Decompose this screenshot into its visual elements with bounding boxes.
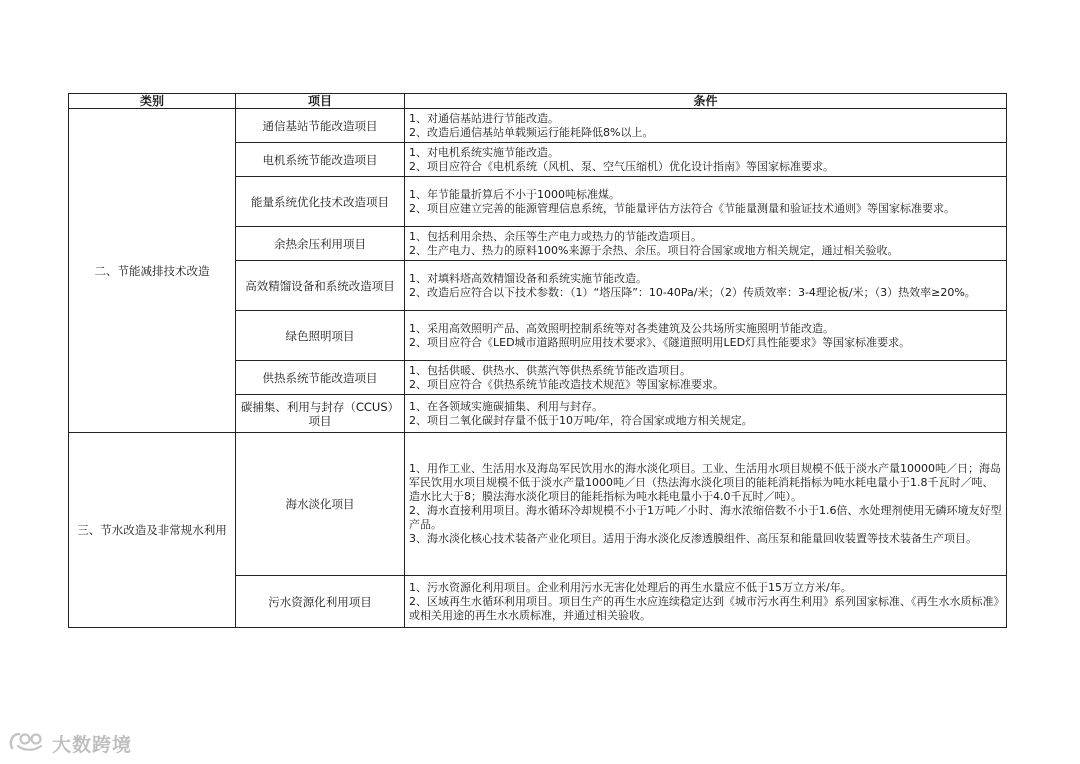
condition-line: 2、项目应符合《供热系统节能改造技术规范》等国家标准要求。 <box>409 377 724 391</box>
header-item: 项目 <box>236 94 405 109</box>
condition-line: 1、采用高效照明产品、高效照明控制系统等对各类建筑及公共场所实施照明节能改造。 <box>409 321 834 335</box>
condition-line: 1、包括供暖、供热水、供蒸汽等供热系统节能改造项目。 <box>409 363 691 377</box>
conditions-table <box>68 93 1007 628</box>
condition-line: 1、对填料塔高效精馏设备和系统实施节能改造。 <box>409 271 647 285</box>
condition-line: 2、项目二氧化碳封存量不低于10万吨/年，符合国家或地方相关规定。 <box>409 413 753 427</box>
item-cell: 污水资源化利用项目 <box>236 576 405 628</box>
condition-line: 1、用作工业、生活用水及海岛军民饮用水的海水淡化项目。工业、生活用水项目规模不低于淡水产量10000吨／日；海岛军民饮用水项目规模不低于淡水产量1000吨／日（热法海水淡化项目的能耗消耗指标为吨水耗电量小于1.8千瓦时／吨、造水比大于8；膜法海水淡化项目的能耗指标为吨水耗电量小于4.0千瓦时／吨）。 <box>409 462 1001 503</box>
condition-line: 2、海水直接利用项目。海水循环冷却规模不小于1万吨／小时、海水浓缩倍数不小于1.6倍、水处理剂使用无磷环境友好型产品。 <box>409 504 1002 531</box>
condition-cell <box>405 261 1007 311</box>
condition-line: 1、包括利用余热、余压等生产电力或热力的节能改造项目。 <box>409 229 702 243</box>
item-cell: 碳捕集、利用与封存（CCUS）项目 <box>236 395 405 433</box>
brand-logo-icon <box>8 730 52 757</box>
condition-line: 1、对电机系统实施节能改造。 <box>409 145 559 159</box>
condition-line: 1、污水资源化利用项目。企业利用污水无害化处理后的再生水量应不低于15万立方米/年。 <box>409 580 852 594</box>
condition-cell <box>405 433 1007 576</box>
watermark-text: 大数跨境 <box>52 734 133 756</box>
condition-cell <box>405 109 1007 143</box>
condition-line: 2、改造后应符合以下技术参数：（1）“塔压降”：10-40Pa/米；（2）传质效率：3-4理论板/米；（3）热效率≥20%。 <box>409 285 976 299</box>
item-cell: 绿色照明项目 <box>236 311 405 361</box>
condition-cell <box>405 361 1007 395</box>
condition-line: 1、在各领域实施碳捕集、利用与封存。 <box>409 399 603 413</box>
condition-cell <box>405 177 1007 227</box>
item-cell: 余热余压利用项目 <box>236 227 405 261</box>
condition-cell <box>405 395 1007 433</box>
item-cell: 通信基站节能改造项目 <box>236 109 405 143</box>
table-header-row <box>69 94 1007 109</box>
category-cell: 三、节水改造及非常规水利用 <box>69 433 236 628</box>
condition-line: 2、区域再生水循环利用项目。项目生产的再生水应连续稳定达到《城市污水再生利用》系列国家标准、《再生水水质标准》或相关用途的再生水水质标准，并通过相关验收。 <box>409 594 999 622</box>
condition-line: 2、项目应符合《LED城市道路照明应用技术要求》、《隧道照明用LED灯具性能要求》等国家标准要求。 <box>409 335 911 349</box>
condition-line: 3、海水淡化核心技术装备产业化项目。适用于海水淡化反渗透膜组件、高压泵和能量回收装置等技术装备生产项目。 <box>409 532 977 545</box>
item-cell: 供热系统节能改造项目 <box>236 361 405 395</box>
condition-line: 2、改造后通信基站单载频运行能耗降低8%以上。 <box>409 125 654 139</box>
table-row <box>69 109 1007 143</box>
item-cell: 高效精馏设备和系统改造项目 <box>236 261 405 311</box>
table-row <box>69 433 1007 576</box>
item-cell: 能量系统优化技术改造项目 <box>236 177 405 227</box>
item-cell: 电机系统节能改造项目 <box>236 143 405 177</box>
condition-cell <box>405 576 1007 628</box>
category-cell: 二、节能减排技术改造 <box>69 109 236 433</box>
item-cell: 海水淡化项目 <box>236 433 405 576</box>
condition-line: 2、生产电力、热力的原料100%来源于余热、余压。项目符合国家或地方相关规定，通过相关验收。 <box>409 243 899 257</box>
condition-cell <box>405 143 1007 177</box>
condition-cell <box>405 311 1007 361</box>
header-category: 类别 <box>69 94 236 109</box>
condition-cell <box>405 227 1007 261</box>
condition-line: 2、项目应符合《电机系统（风机、泵、空气压缩机）优化设计指南》等国家标准要求。 <box>409 159 834 173</box>
condition-line: 2、项目应建立完善的能源管理信息系统，节能量评估方法符合《节能量测量和验证技术通则》等国家标准要求。 <box>409 201 955 215</box>
watermark <box>8 730 132 757</box>
condition-line: 1、年节能量折算后不小于1000吨标准煤。 <box>409 187 620 201</box>
header-condition: 条件 <box>405 94 1007 109</box>
condition-line: 1、对通信基站进行节能改造。 <box>409 111 559 125</box>
